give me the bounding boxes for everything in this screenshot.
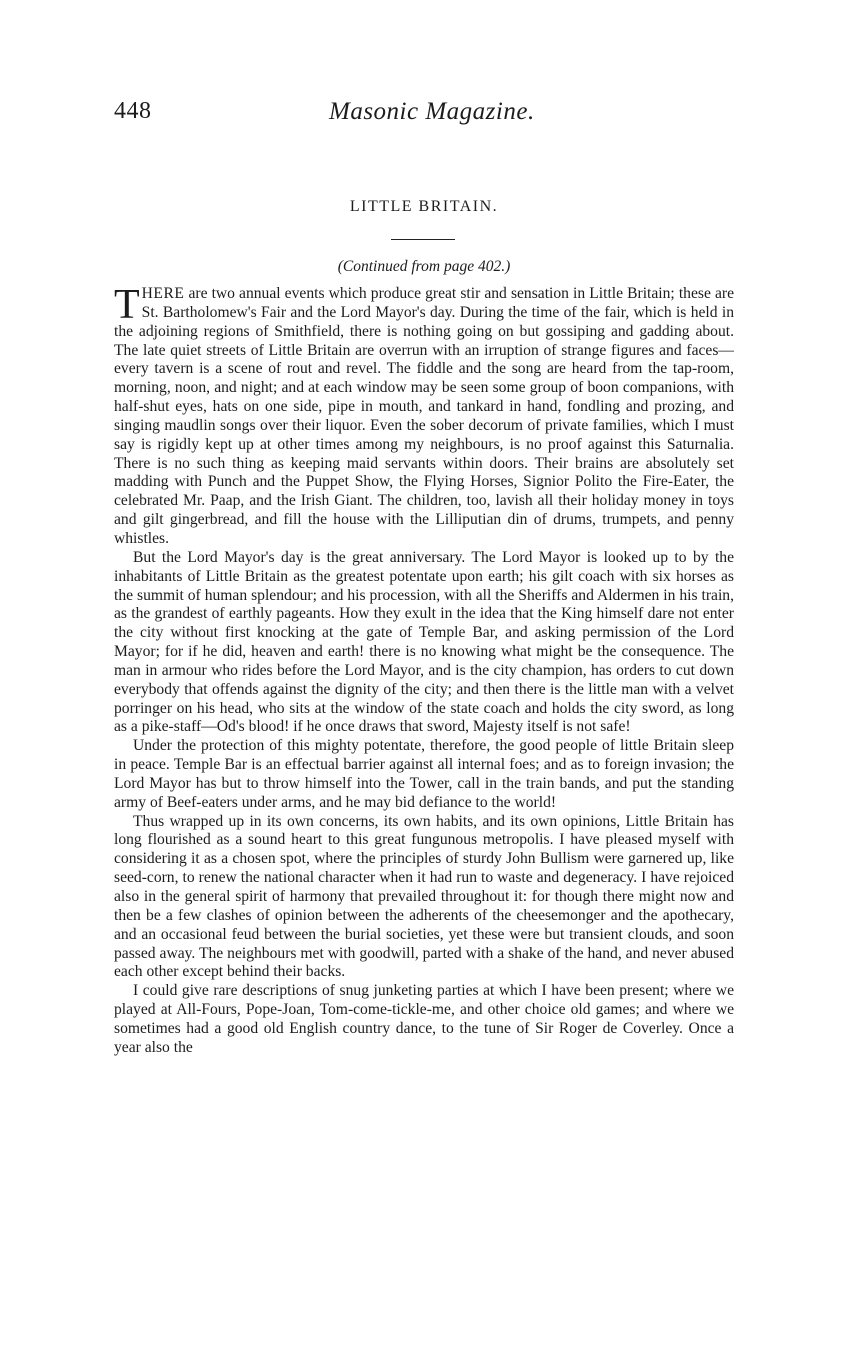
paragraph: Under the protection of this mighty potentate, therefore, the good people of little Britain sleep in peace. Temple Bar is an effectual barrier against all internal foes; and as to foreign invasion; the Lord Mayor has but to throw himself into the Tower, call in the train bands, and put the standing army of Beef-eaters under arms, and he may bid defiance to the world! — [114, 737, 734, 811]
paragraph-text: are two annual events which produce great stir and sensation in Little Britain; these are St. Bartholomew's Fair and the Lord Mayor's day. During the time of the fair, which is held in the adjoining regions of Smithfield, there is nothing going on but gossiping and gadding about. The late quiet streets of Little Britain are overrun with an irruption of strange figures and faces—every tavern is a scene of rout and revel. The fiddle and the song are heard from the tap-room, morning, noon, and night; and at each window may be seen some group of boon companions, with half-shut eyes, hats on one side, pipe in mouth, and tankard in hand, fondling and prozing, and singing maudlin songs over their liquor. Even the sober decorum of private families, which I must say is rigidly kept up at other times among my neighbours, is no proof against this Saturnalia. There is no such thing as keeping maid servants within doors. Their brains are absolutely set madding with Punch and the Puppet Show, the Flying Horses, Signior Polito the Fire-Eater, the celebrated Mr. Paap, and the Irish Giant. The children, too, lavish all their holiday money in toys and gilt gingerbread, and fill the house with the Lilliputian din of drums, trumpets, and penny whistles. — [114, 285, 734, 547]
paragraph: Thus wrapped up in its own concerns, its own habits, and its own opinions, Little Britain has long flourished as a sound heart to this great fungunous metropolis. I have pleased myself with considering it as a chosen spot, where the principles of sturdy John Bullism were garnered up, like seed-corn, to renew the national character when it had run to waste and degeneracy. I have rejoiced also in the general spirit of harmony that prevailed throughout it: for though there might now and then be a few clashes of opinion between the adherents of the cheesemonger and the apothecary, and an occasional feud between the burial societies, yet these were but transient clouds, and soon passed away. The neighbours met with goodwill, parted with a shake of the hand, and never abused each other except behind their backs. — [114, 812, 734, 981]
page-number: 448 — [114, 98, 152, 124]
paragraph — [114, 282, 734, 549]
magazine-title: Masonic Magazine. — [329, 98, 535, 125]
article-title: LITTLE BRITAIN. — [349, 198, 499, 215]
continued-note: (Continued from page 402.) — [337, 258, 511, 275]
title-rule — [391, 239, 455, 240]
running-header — [114, 98, 734, 138]
drop-cap: T — [114, 282, 140, 328]
paragraph: But the Lord Mayor's day is the great anniversary. The Lord Mayor is looked up to by the inhabitants of Little Britain as the greatest potentate upon earth; his gilt coach with six horses as the summit of human splendour; and his procession, with all the Sheriffs and Aldermen in his train, as the grandest of earthly pageants. How they exult in the idea that the King himself dare not enter the city without first knocking at the gate of Temple Bar, and asking permission of the Lord Mayor; for if he did, heaven and earth! there is no knowing what might be the consequence. The man in armour who rides before the Lord Mayor, and is the city champion, has orders to cut down everybody that offends against the dignity of the city; and then there is the little man with a velvet porringer on his head, who sits at the window of the state coach and holds the city sword, as long as a pike-staff—Od's blood! if he once draws that sword, Majesty itself is not safe! — [114, 548, 734, 736]
article-body — [114, 282, 734, 1058]
first-word: HERE — [141, 285, 185, 302]
paragraph: I could give rare descriptions of snug junketing parties at which I have been present; where we played at All-Fours, Pope-Joan, Tom-come-tickle-me, and other choice old games; and where we sometimes had a good old English country dance, to the tune of Sir Roger de Coverley. Once a year also the — [114, 982, 734, 1056]
